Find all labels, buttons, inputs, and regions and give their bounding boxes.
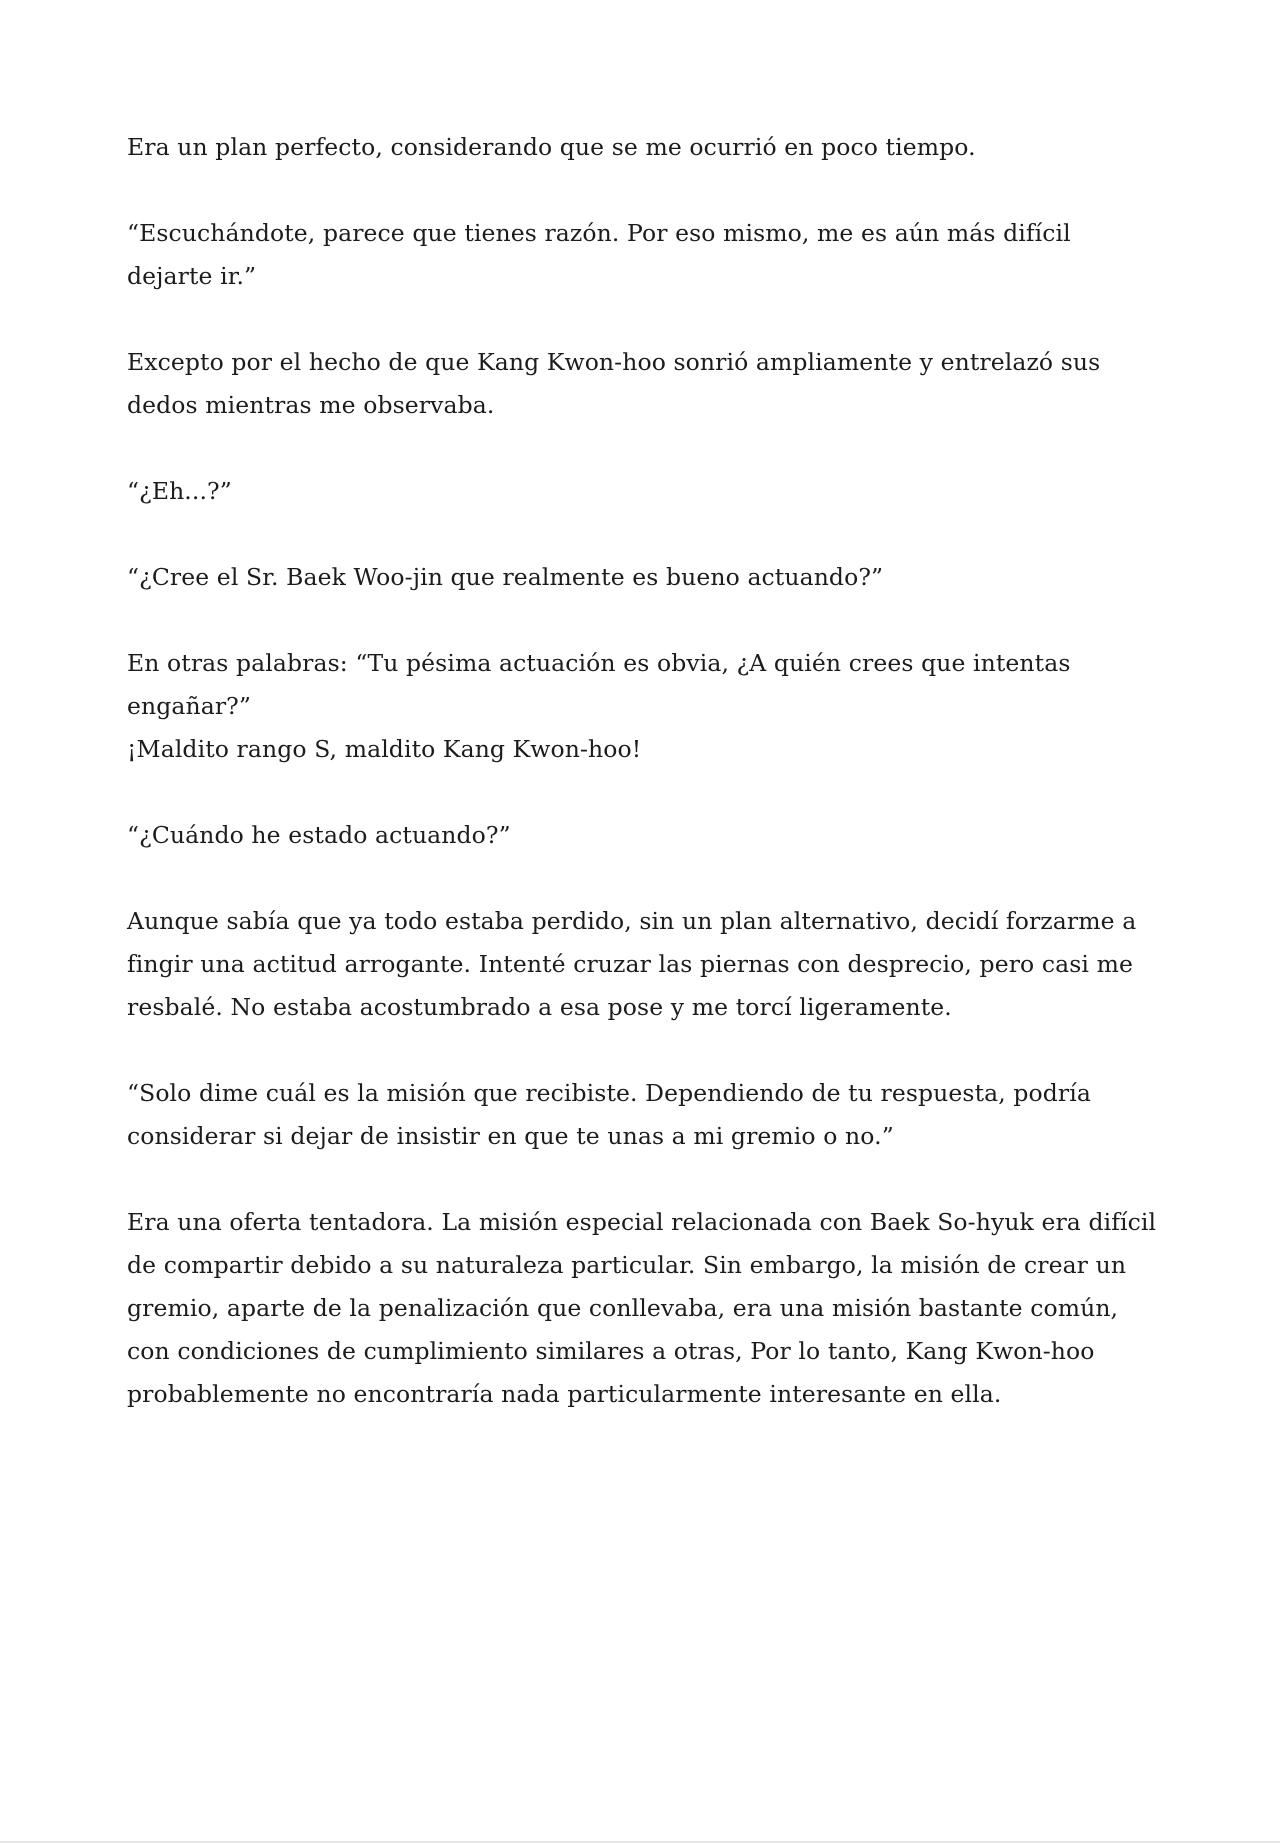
paragraph-6: En otras palabras: “Tu pésima actuación es obvia, ¿A quién crees que intentas engañar?” (127, 649, 1071, 720)
paragraph-10: “Solo dime cuál es la misión que recibiste. Dependiendo de tu respuesta, podría considerar si dejar de insistir en que te unas a mi gremio o no.” (127, 1079, 1091, 1150)
paragraph-11: Era una oferta tentadora. La misión especial relacionada con Baek So-hyuk era difícil de compartir debido a su naturaleza particular. Sin embargo, la misión de crear un gremio, aparte de la penalización que conllevaba, era una misión bastante común, con condiciones de cumplimiento similares a otras, Por lo tanto, Kang Kwon-hoo probablemente no encontraría nada particularmente interesante en ella. (127, 1208, 1157, 1408)
paragraph-9: Aunque sabía que ya todo estaba perdido, sin un plan alternativo, decidí forzarme a fingir una actitud arrogante. Intenté cruzar las piernas con desprecio, pero casi me resbalé. No estaba acostumbrado a esa pose y me torcí ligeramente. (127, 907, 1137, 1021)
paragraph-3: Excepto por el hecho de que Kang Kwon-hoo sonrió ampliamente y entrelazó sus dedos mientras me observaba. (127, 348, 1101, 419)
document-body (127, 126, 1157, 1459)
paragraph-2: “Escuchándote, parece que tienes razón. Por eso mismo, me es aún más difícil dejarte ir.” (127, 219, 1071, 290)
paragraph-7: ¡Maldito rango S, maldito Kang Kwon-hoo! (127, 735, 642, 763)
paragraph-1: Era un plan perfecto, considerando que se me ocurrió en poco tiempo. (127, 133, 976, 161)
paragraph-5: “¿Cree el Sr. Baek Woo-jin que realmente es bueno actuando?” (127, 563, 884, 591)
paragraph-4: “¿Eh...?” (127, 477, 232, 505)
paragraph-8: “¿Cuándo he estado actuando?” (127, 821, 511, 849)
